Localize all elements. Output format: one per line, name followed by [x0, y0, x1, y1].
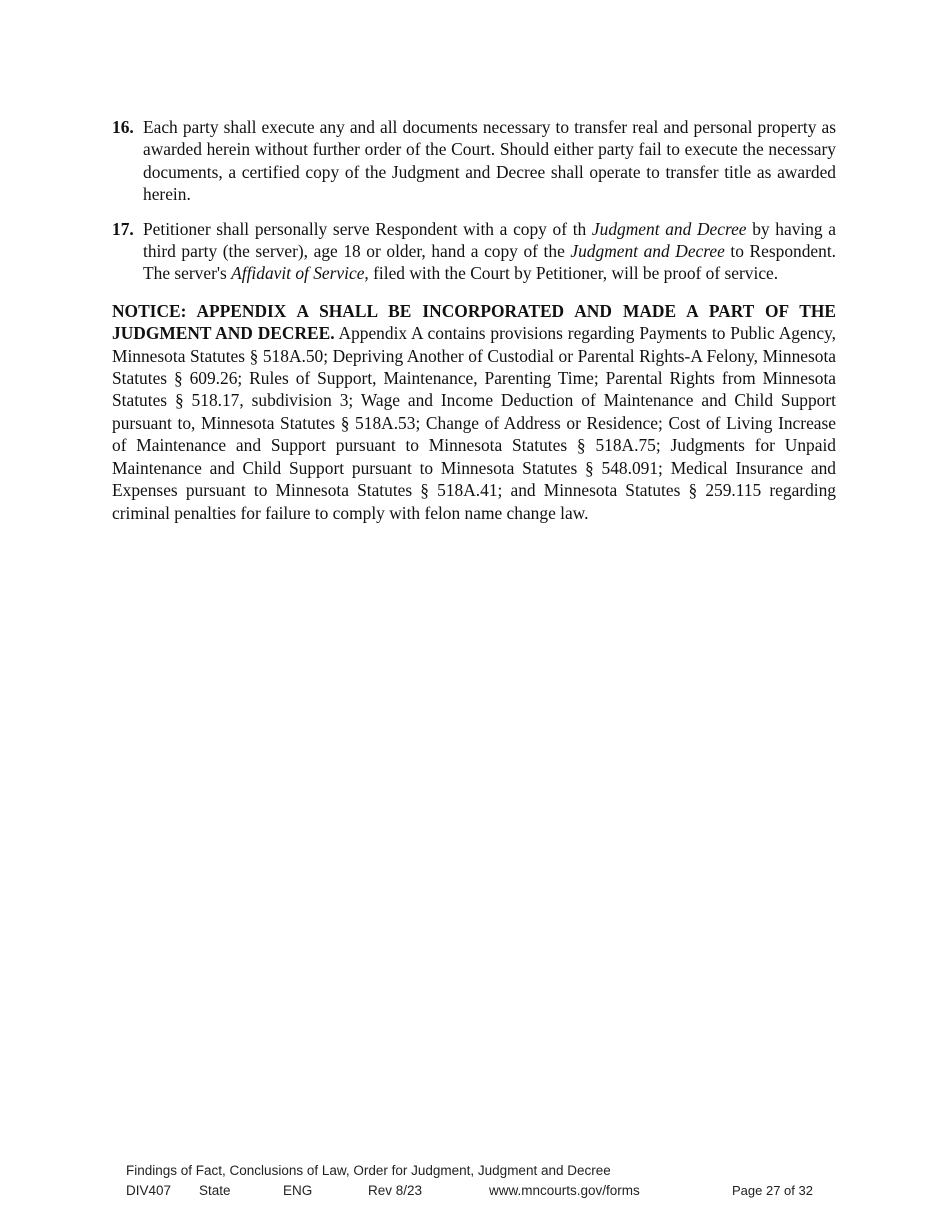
paragraph-number: 16.: [112, 117, 134, 137]
document-body: [112, 116, 836, 524]
footer-meta-row: [126, 1181, 826, 1201]
numbered-paragraph-17: [112, 218, 836, 285]
numbered-paragraph-16: [112, 116, 836, 206]
footer-jurisdiction: State: [199, 1183, 231, 1198]
appendix-notice: [112, 300, 836, 524]
paragraph-number: 17.: [112, 218, 134, 239]
paragraph-text: Each party shall execute any and all documents necessary to transfer real and personal property as awarded herein without further order of the Court. Should either party fail to execute the necessary documents, a certified copy of the Judgment and Decree shall operate to transfer title as awarded herein.: [143, 117, 836, 205]
notice-body: Appendix A contains provisions regarding Payments to Public Agency, Minnesota Statutes § 518A.50; Depriving Another of Custodial or Parental Rights-A Felony, Minnesota Statutes § 609.26; Rules of Support, Maintenance, Parenting Time; Parental Rights from Minnesota Statutes § 518.17, subdivision 3; Wage and Income Deduction of Maintenance and Child Support pursuant to, Minnesota Statutes § 518A.53; Change of Address or Residence; Cost of Living Increase of Maintenance and Support pursuant to Minnesota Statutes § 518A.75; Judgments for Unpaid Maintenance and Child Support pursuant to Minnesota Statutes § 548.091; Medical Insurance and Expenses pursuant to Minnesota Statutes § 518A.41; and Minnesota Statutes § 259.115 regarding criminal penalties for failure to comply with felon name change law.: [112, 323, 836, 523]
footer-language: ENG: [283, 1183, 313, 1198]
footer-title: Findings of Fact, Conclusions of Law, Order for Judgment, Judgment and Decree: [126, 1163, 611, 1178]
paragraph-text-part: by having a third party (the server), age 18 or older, hand a copy of the: [143, 218, 836, 262]
paragraph-text-part: , filed with the Court by Petitioner, will be proof of service.: [364, 263, 779, 284]
footer-revision: Rev 8/23: [368, 1183, 423, 1198]
paragraph-italic-term: Judgment and Decree: [591, 218, 747, 239]
footer-url: www.mncourts.gov/forms: [489, 1183, 640, 1198]
paragraph-text-part: to Respondent. The server's: [143, 241, 836, 284]
page-number: Page 27 of 32: [732, 1183, 813, 1198]
notice-heading: NOTICE: APPENDIX A SHALL BE INCORPORATED AND MADE A PART OF THE JUDGMENT AND DECREE.: [112, 300, 836, 344]
paragraph-italic-term: Affidavit of Service: [231, 263, 365, 284]
paragraph-italic-term: Judgment and Decree: [570, 241, 725, 262]
paragraph-text-part: Petitioner shall personally serve Respondent with a copy of th: [143, 218, 592, 239]
footer-form-id: DIV407: [126, 1183, 172, 1198]
footer-title-row: [126, 1161, 826, 1181]
page-footer: [126, 1161, 826, 1201]
